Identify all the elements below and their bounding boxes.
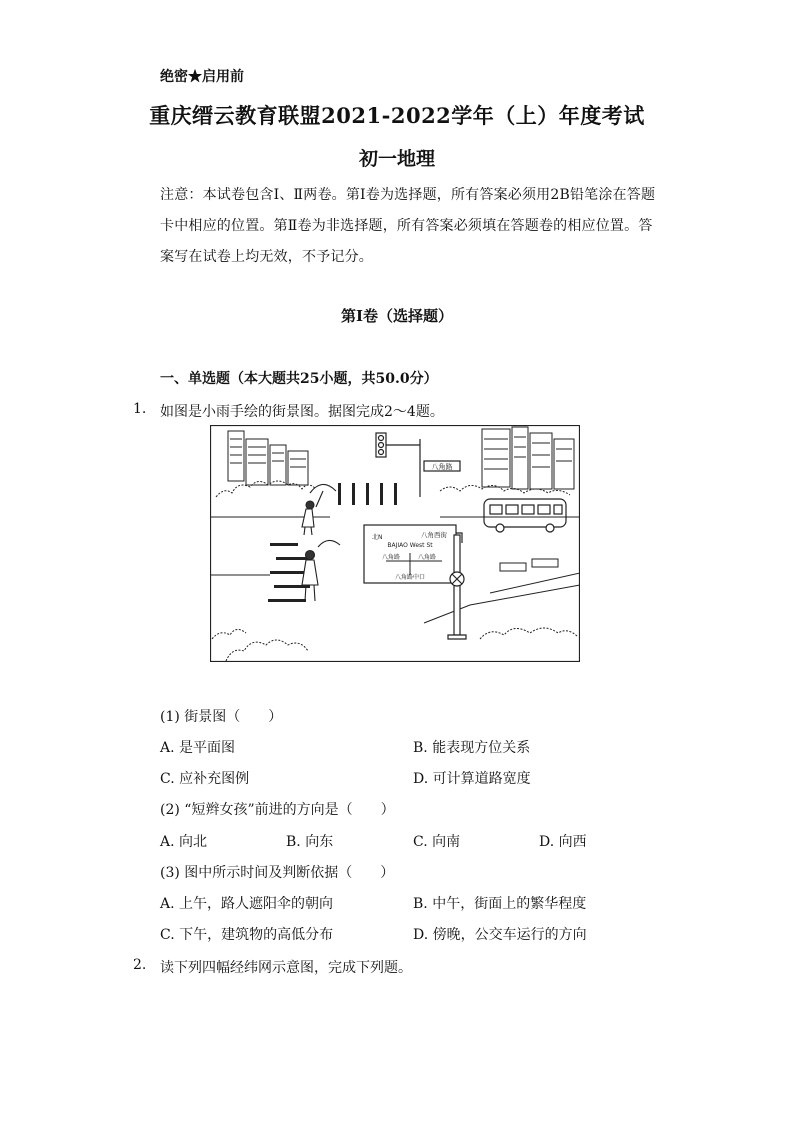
option-c: C. 应补充图例: [160, 771, 250, 787]
option-a: A. 上午，路人遮阳伞的朝向: [160, 896, 334, 912]
sign-north: 北N: [372, 534, 383, 541]
option-d: D. 可计算道路宽度: [413, 771, 531, 787]
svg-text:八角路: 八角路: [431, 463, 453, 471]
street-scene-figure: [210, 425, 580, 662]
secret-label: 绝密★启用前: [160, 69, 244, 85]
option-c: C. 下午，建筑物的高低分布: [160, 927, 334, 943]
bus: [484, 499, 566, 532]
option-d: D. 向西: [539, 834, 587, 850]
option-a: A. 向北: [160, 834, 208, 850]
option-c: C. 向南: [413, 834, 461, 850]
question-number: 1.: [133, 401, 147, 417]
sign-road-right: 八角路: [418, 554, 437, 561]
option-a: A. 是平面图: [160, 740, 236, 756]
exam-subject: 初一地理: [358, 148, 435, 170]
part-title: 第Ⅰ卷（选择题）: [340, 307, 454, 325]
sign-place-en: BAJIAO West St: [387, 542, 433, 549]
exam-notice: 注意：本试卷包含Ⅰ、Ⅱ两卷。第Ⅰ卷为选择题，所有答案必须用2B铅笔涂在答题卡中相应的位置。第Ⅱ卷为非选择题，所有答案必须填在答题卷的相应位置。答案写在试卷上均无效，不予记分。: [160, 187, 656, 265]
sub-question-stem: (1) 街景图（ ）: [160, 709, 283, 725]
option-d: D. 傍晚，公交车运行的方向: [413, 927, 587, 943]
street-sign-board: [364, 525, 456, 583]
sign-road-left: 八角路: [382, 554, 401, 561]
option-b: B. 能表现方位关系: [413, 740, 531, 756]
question-text: 如图是小雨手绘的街景图。据图完成2～4题。: [160, 404, 444, 420]
option-b: B. 中午，街面上的繁华程度: [413, 896, 587, 912]
section-title: 一、单选题（本大题共25小题，共50.0分）: [160, 371, 438, 387]
sign-place: 八角西街: [421, 531, 447, 539]
question-number: 2.: [133, 957, 147, 973]
sub-question-stem: (2) “短辫女孩”前进的方向是（ ）: [160, 802, 395, 818]
exam-title: 重庆缙云教育联盟2021-2022学年（上）年度考试: [149, 103, 645, 128]
sign-crossing: 八角路中口: [394, 574, 426, 581]
option-b: B. 向东: [286, 834, 334, 850]
sub-question-stem: (3) 图中所示时间及判断依据（ ）: [160, 865, 395, 881]
question-text: 读下列四幅经纬网示意图，完成下列题。: [160, 960, 412, 976]
